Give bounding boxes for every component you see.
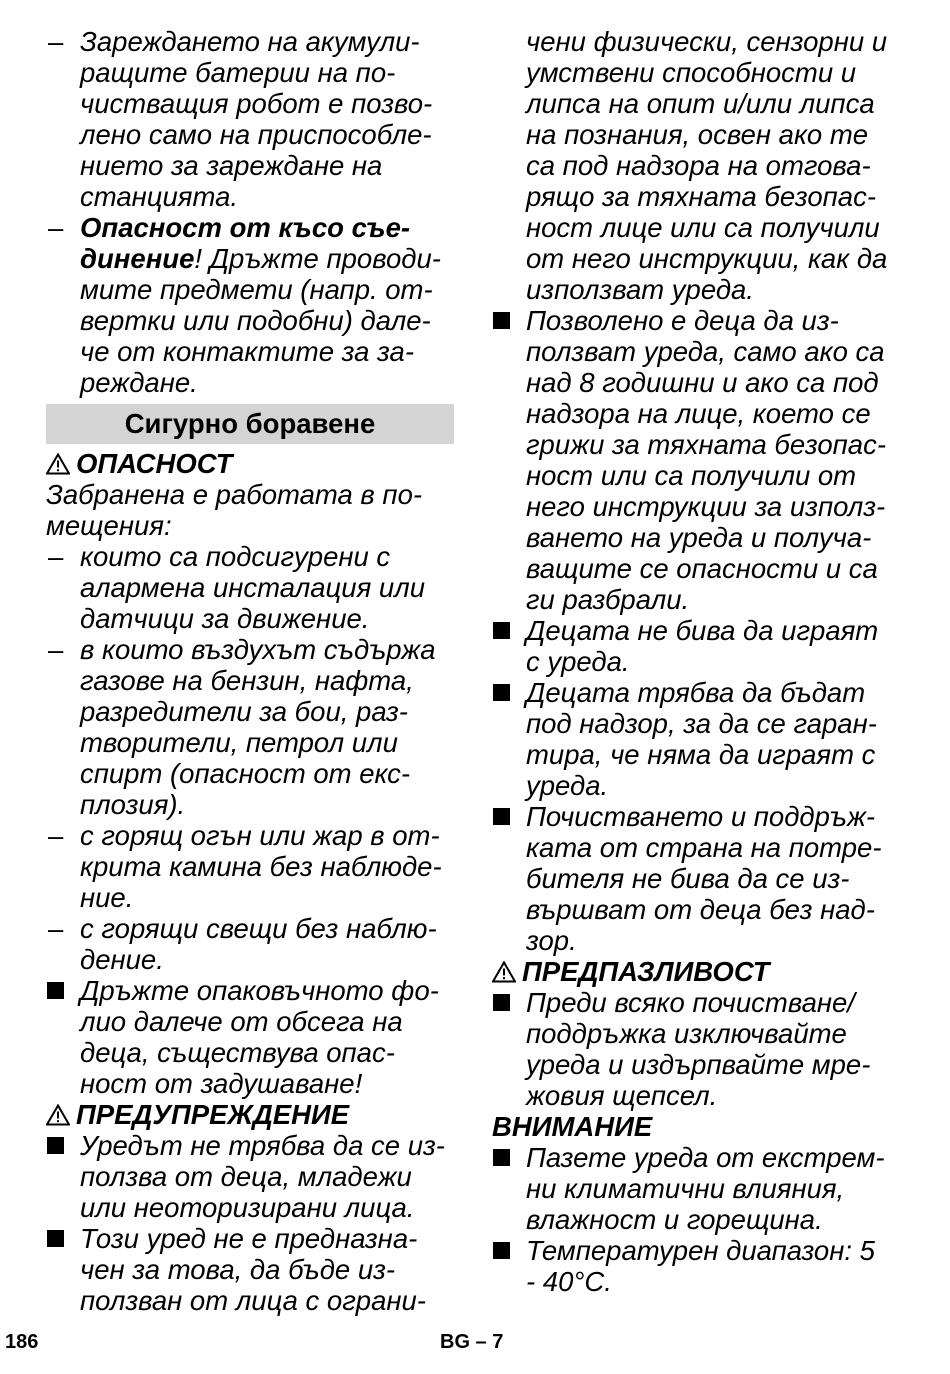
text-line: алармена инсталация или xyxy=(80,572,425,603)
text-line: уреда и издърпвайте мре- xyxy=(526,1049,871,1080)
text-line: творители, петрол или xyxy=(80,727,398,758)
text-line: – в които въздухът съдържа xyxy=(80,634,454,665)
dash-item-charging xyxy=(46,26,454,212)
caution-label: ПРЕДПАЗЛИВОСТ xyxy=(522,956,770,987)
text-line: ние. xyxy=(80,882,134,913)
caution-heading xyxy=(492,956,902,987)
text-line: – Зареждането на акумули- xyxy=(80,26,454,57)
text-line: ни климатични влияния, xyxy=(526,1173,845,1204)
text-line: – които са подсигурени с xyxy=(80,541,454,572)
text-line: вертки или подобни) дале- xyxy=(80,305,431,336)
warning-heading xyxy=(46,1099,454,1130)
text-line: спирт (опасност от екс- xyxy=(80,758,411,789)
bullet-item-continuation xyxy=(492,26,902,305)
text-line: надзора на лице, което се xyxy=(526,398,871,429)
text-line: газове на бензин, нафта, xyxy=(80,665,414,696)
text-line: рящо за тяхната безопас- xyxy=(526,181,876,212)
square-bullet-icon xyxy=(493,622,510,639)
page-label: BG – 7 xyxy=(440,1331,504,1353)
square-bullet-icon xyxy=(493,1242,510,1259)
bullet-item xyxy=(492,305,902,615)
square-bullet-icon xyxy=(493,684,510,701)
text-line: Този уред не е предназна- xyxy=(80,1223,418,1254)
right-column xyxy=(492,26,902,1297)
dash-item xyxy=(46,634,454,820)
warning-label: ПРЕДУПРЕЖДЕНИЕ xyxy=(76,1099,350,1130)
text-line: влажност и горещина. xyxy=(526,1204,823,1235)
text-line: Пазете уреда от екстрем- xyxy=(526,1142,885,1173)
text-line: чен за това, да бъде из- xyxy=(80,1254,396,1285)
text-line: от него инструкции, как да xyxy=(526,243,888,274)
text-line: Почистването и поддръж- xyxy=(526,801,876,832)
warning-triangle-icon xyxy=(46,1104,70,1126)
text-line: мещения: xyxy=(46,510,172,541)
text-line: зор. xyxy=(526,925,577,956)
text-line: жовия щепсел. xyxy=(526,1080,718,1111)
square-bullet-icon xyxy=(47,1137,64,1154)
square-bullet-icon xyxy=(493,994,510,1011)
warning-triangle-icon xyxy=(492,961,516,983)
text-line xyxy=(80,243,454,274)
square-bullet-icon xyxy=(493,1149,510,1166)
bullet-item xyxy=(492,987,902,1111)
square-bullet-icon xyxy=(493,312,510,329)
bullet-item xyxy=(46,1130,454,1223)
warning-triangle-icon xyxy=(46,453,70,475)
text-line: чени физически, сензорни и xyxy=(526,26,888,57)
text-line: над 8 годишни и ако са под xyxy=(526,367,879,398)
danger-heading xyxy=(46,448,454,479)
short-circuit-text: ! Дръжте проводи- xyxy=(194,243,441,274)
text-line: Температурен диапазон: 5 xyxy=(526,1235,875,1266)
text-line: са под надзора на отгова- xyxy=(526,150,871,181)
text-line: ването на уреда и получа- xyxy=(526,522,872,553)
text-line: грижи за тяхната безопас- xyxy=(526,429,886,460)
text-line: лио далече от обсега на xyxy=(80,1006,403,1037)
bullet-item xyxy=(492,801,902,956)
text-line: Забранена е работата в по- xyxy=(46,479,423,510)
text-line: умствени способности и xyxy=(526,57,857,88)
text-line: ползва от деца, младежи xyxy=(80,1161,412,1192)
bullet-item xyxy=(492,677,902,801)
text-line: използват уреда. xyxy=(526,274,754,305)
text-line xyxy=(80,212,454,243)
dash-item xyxy=(46,820,454,913)
text-line: ползват уреда, само ако са xyxy=(526,336,885,367)
square-bullet-icon xyxy=(47,982,64,999)
page-number: 186 xyxy=(5,1331,39,1353)
text-line: с уреда. xyxy=(526,646,630,677)
text-line: деца, съществува опас- xyxy=(80,1037,395,1068)
text-line: – с горящи свещи без наблю- xyxy=(80,913,454,944)
text-line: ност лице или са получили xyxy=(526,212,880,243)
text-line: дение. xyxy=(80,944,164,975)
text-line: ползван от лица с ограни- xyxy=(80,1285,426,1316)
text-line: липса на опит и/или липса xyxy=(526,88,875,119)
square-bullet-icon xyxy=(47,1230,64,1247)
text-line: станцията. xyxy=(80,181,239,212)
dash-item xyxy=(46,541,454,634)
text-line: бителя не бива да се из- xyxy=(526,863,850,894)
text-line: ращите батерии на по- xyxy=(80,57,396,88)
text-line: датчици за движение. xyxy=(80,603,370,634)
text-line: крита камина без наблюде- xyxy=(80,851,442,882)
danger-label: ОПАСНОСТ xyxy=(76,448,233,479)
dash-item-short-circuit xyxy=(46,212,454,398)
text-line: тира, че няма да играят с xyxy=(526,739,876,770)
text-line: Децата трябва да бъдат xyxy=(526,677,866,708)
text-line: – с горящ огън или жар в от- xyxy=(80,820,454,851)
short-circuit-heading-part1: Опасност от късо съе- xyxy=(80,212,411,243)
text-line: ност от задушаване! xyxy=(80,1068,363,1099)
text-line: ващите се опасности и са xyxy=(526,553,878,584)
bullet-item xyxy=(492,1142,902,1235)
text-line: нието за зареждане на xyxy=(80,150,383,181)
text-line: плозия). xyxy=(80,789,186,820)
text-line: лено само на приспособле- xyxy=(80,119,432,150)
section-title: Сигурно боравене xyxy=(46,404,454,444)
text-line: мите предмети (напр. от- xyxy=(80,274,433,305)
text-line: под надзор, за да се гаран- xyxy=(526,708,877,739)
text-line: че от контактите за за- xyxy=(80,336,414,367)
bullet-item xyxy=(46,975,454,1099)
text-line: чистващия робот е позво- xyxy=(80,88,433,119)
text-line: - 40°C. xyxy=(526,1266,612,1297)
text-line: на познания, освен ако те xyxy=(526,119,869,150)
text-line: разредители за бои, раз- xyxy=(80,696,408,727)
bullet-item xyxy=(492,1235,902,1297)
text-line: Децата не бива да играят xyxy=(526,615,879,646)
text-line: Уредът не трябва да се из- xyxy=(80,1130,445,1161)
bullet-item xyxy=(492,615,902,677)
text-line: поддръжка изключвайте xyxy=(526,1018,847,1049)
text-line: Дръжте опаковъчното фо- xyxy=(80,975,439,1006)
bullet-item xyxy=(46,1223,454,1316)
square-bullet-icon xyxy=(493,808,510,825)
text-line: или неоторизирани лица. xyxy=(80,1192,415,1223)
text-line: него инструкции за използ- xyxy=(526,491,886,522)
left-column xyxy=(46,26,454,1316)
text-line: ност или са получили от xyxy=(526,460,857,491)
attention-heading: ВНИМАНИЕ xyxy=(492,1111,653,1142)
dash-item xyxy=(46,913,454,975)
text-line: ката от страна на потре- xyxy=(526,832,882,863)
text-line: реждане. xyxy=(80,367,198,398)
text-line: вършват от деца без над- xyxy=(526,894,875,925)
text-line: Преди всяко почистване/ xyxy=(526,987,855,1018)
short-circuit-heading-part2: динение xyxy=(80,243,195,274)
text-line: ги разбрали. xyxy=(526,584,690,615)
text-line: Позволено е деца да из- xyxy=(526,305,839,336)
text-line: уреда. xyxy=(526,770,609,801)
